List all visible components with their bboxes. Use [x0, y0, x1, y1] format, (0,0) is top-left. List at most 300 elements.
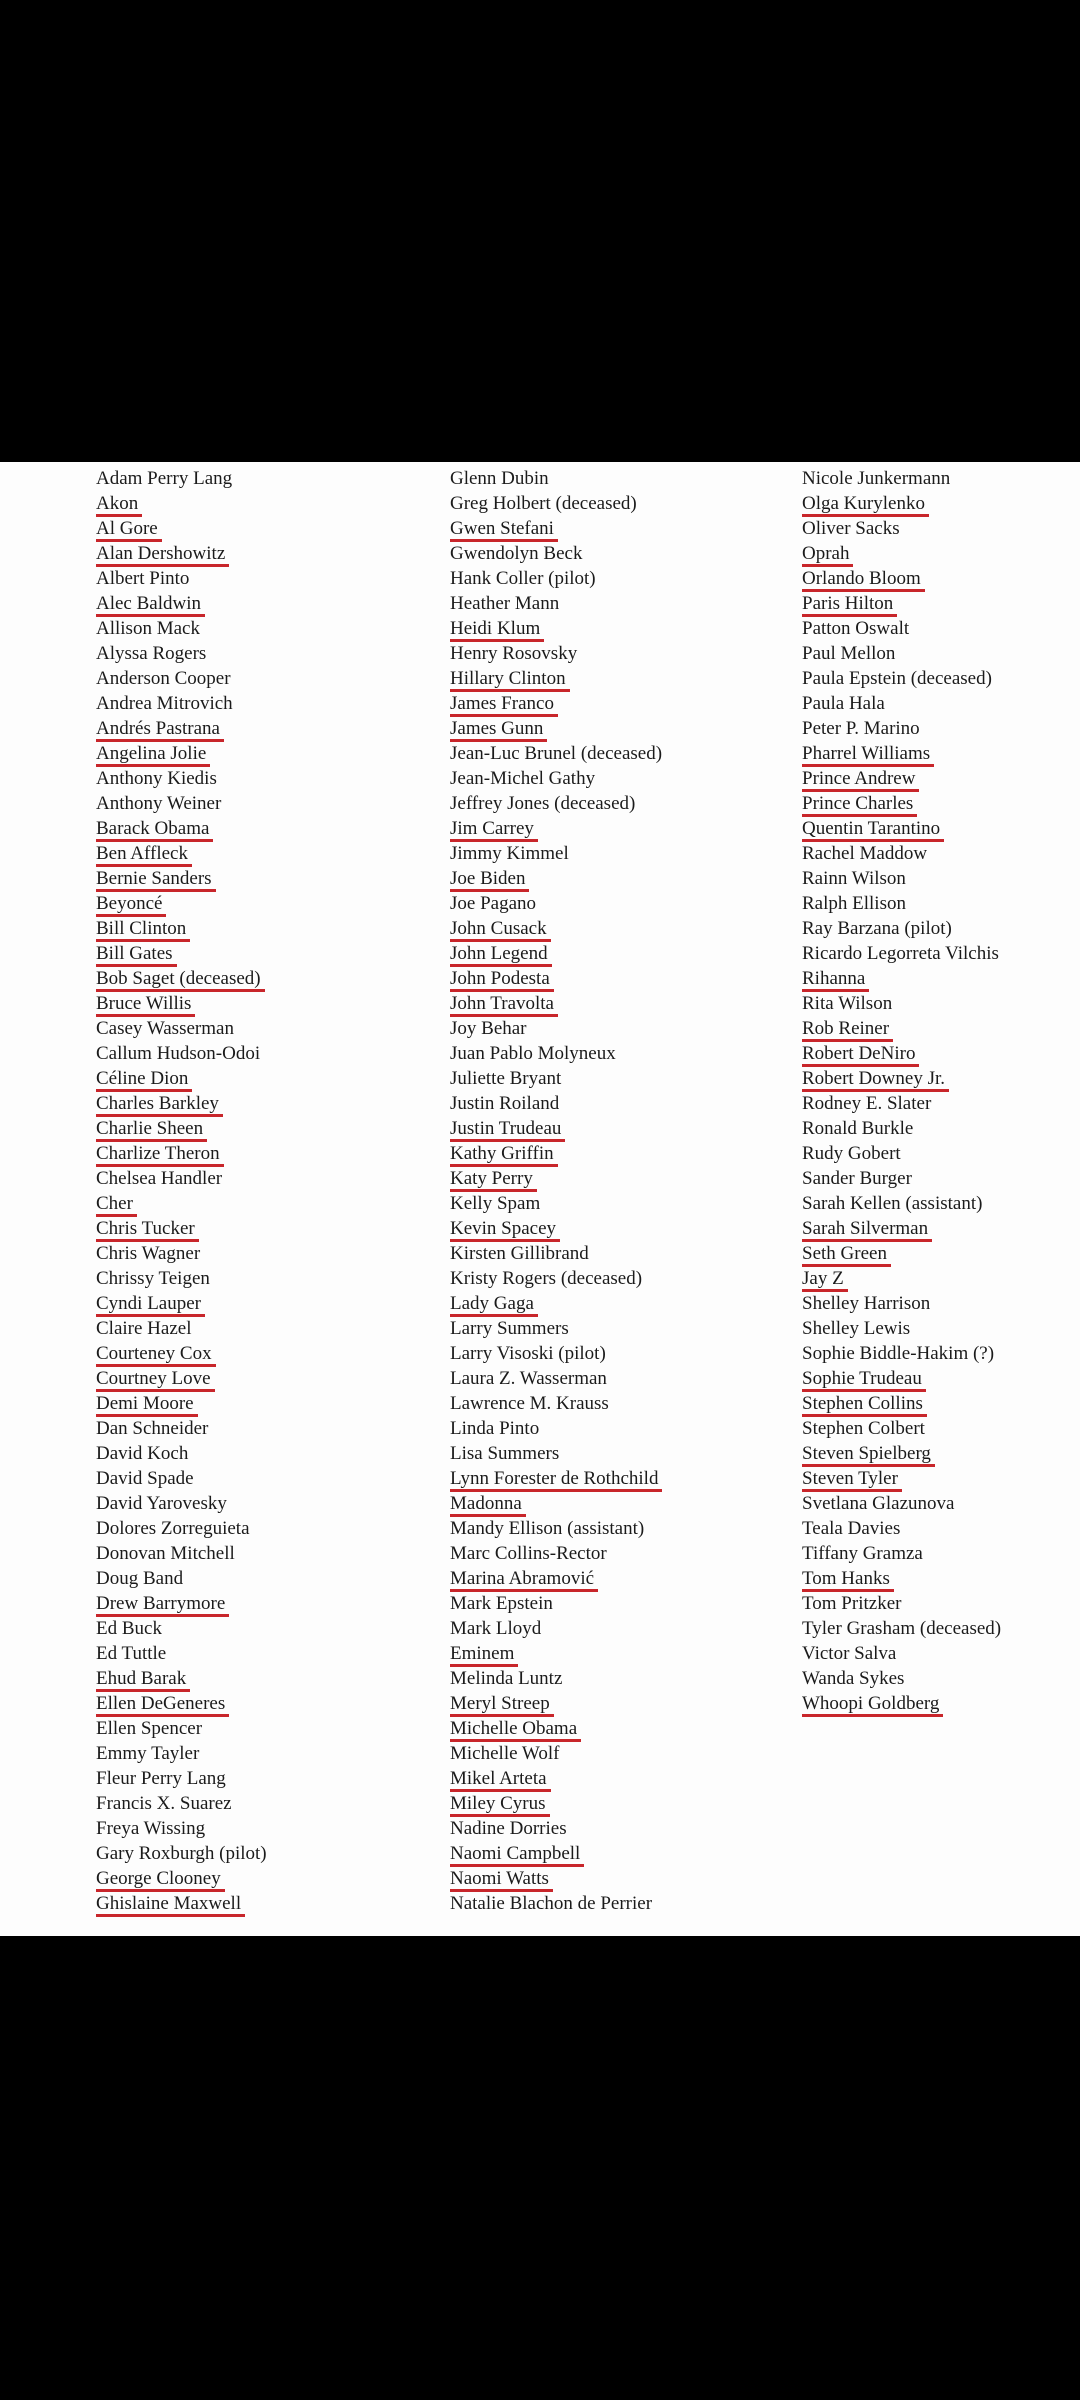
underlined-name: Meryl Streep	[450, 1695, 554, 1717]
name-text: Mark Lloyd	[450, 1618, 542, 1639]
name-entry	[96, 1141, 271, 1166]
name-entry	[96, 1191, 271, 1216]
name-entry	[96, 1716, 271, 1741]
name-text: Michelle Wolf	[450, 1743, 560, 1764]
underlined-name: Courteney Cox	[96, 1345, 216, 1367]
name-entry	[96, 1866, 271, 1891]
name-text: Doug Band	[96, 1568, 184, 1589]
underlined-name: Naomi Campbell	[450, 1845, 584, 1867]
underlined-name: Jim Carrey	[450, 820, 538, 842]
underlined-name: Alec Baldwin	[96, 595, 205, 617]
name-entry	[802, 1541, 1005, 1566]
name-entry	[96, 1316, 271, 1341]
underlined-name: Ehud Barak	[96, 1670, 190, 1692]
name-entry	[450, 866, 666, 891]
name-text: Albert Pinto	[96, 568, 190, 589]
name-entry	[96, 1241, 271, 1266]
underlined-name: Alan Dershowitz	[96, 545, 229, 567]
underlined-name: Kathy Griffin	[450, 1145, 558, 1167]
name-text: Rachel Maddow	[802, 843, 928, 864]
underlined-name: John Legend	[450, 945, 552, 967]
underlined-name: Demi Moore	[96, 1395, 198, 1417]
name-text: Jimmy Kimmel	[450, 843, 569, 864]
name-entry	[96, 1691, 271, 1716]
underlined-name: Prince Andrew	[802, 770, 919, 792]
underlined-name: Charles Barkley	[96, 1095, 223, 1117]
underlined-name: Bruce Willis	[96, 995, 195, 1017]
name-entry	[802, 1416, 1005, 1441]
name-entry	[96, 1841, 271, 1866]
name-entry	[450, 616, 666, 641]
name-entry	[450, 1466, 666, 1491]
underlined-name: Heidi Klum	[450, 620, 544, 642]
underlined-name: Bill Gates	[96, 945, 177, 967]
name-text: Laura Z. Wasserman	[450, 1368, 607, 1389]
name-entry	[802, 641, 1005, 666]
name-entry	[450, 1016, 666, 1041]
name-text: Shelley Harrison	[802, 1293, 931, 1314]
name-entry	[96, 1091, 271, 1116]
name-entry	[802, 616, 1005, 641]
name-text: Paula Hala	[802, 693, 885, 714]
name-entry	[450, 641, 666, 666]
name-entry	[450, 766, 666, 791]
underlined-name: Seth Green	[802, 1245, 891, 1267]
name-entry	[450, 816, 666, 841]
name-entry	[802, 1466, 1005, 1491]
name-text: Chelsea Handler	[96, 1168, 223, 1189]
name-entry	[96, 991, 271, 1016]
names-column-1	[96, 466, 271, 1916]
name-entry	[96, 1366, 271, 1391]
name-entry	[802, 966, 1005, 991]
name-entry	[450, 1666, 666, 1691]
name-entry	[96, 1291, 271, 1316]
name-entry	[96, 516, 271, 541]
name-entry	[450, 1116, 666, 1141]
underlined-name: George Clooney	[96, 1870, 225, 1892]
name-entry	[450, 841, 666, 866]
name-entry	[450, 1266, 666, 1291]
underlined-name: James Franco	[450, 695, 558, 717]
name-entry	[802, 1491, 1005, 1516]
underlined-name: Naomi Watts	[450, 1870, 553, 1892]
name-text: Anthony Weiner	[96, 793, 222, 814]
name-text: Tiffany Gramza	[802, 1543, 923, 1564]
name-entry	[802, 466, 1005, 491]
name-text: Ralph Ellison	[802, 893, 906, 914]
name-entry	[450, 516, 666, 541]
name-entry	[450, 591, 666, 616]
underlined-name: Whoopi Goldberg	[802, 1695, 943, 1717]
name-entry	[450, 1441, 666, 1466]
name-entry	[450, 666, 666, 691]
name-text: Wanda Sykes	[802, 1668, 905, 1689]
underlined-name: John Cusack	[450, 920, 551, 942]
name-text: Donovan Mitchell	[96, 1543, 235, 1564]
name-text: Callum Hudson-Odoi	[96, 1043, 261, 1064]
name-text: Melinda Luntz	[450, 1668, 563, 1689]
underlined-name: Charlie Sheen	[96, 1120, 207, 1142]
name-entry	[802, 916, 1005, 941]
underlined-name: Charlize Theron	[96, 1145, 224, 1167]
underlined-name: Cher	[96, 1195, 137, 1217]
name-entry	[450, 1741, 666, 1766]
name-entry	[450, 1141, 666, 1166]
name-entry	[96, 1566, 271, 1591]
name-entry	[96, 766, 271, 791]
name-entry	[96, 1816, 271, 1841]
name-text: Henry Rosovsky	[450, 643, 578, 664]
name-entry	[450, 566, 666, 591]
underlined-name: Stephen Collins	[802, 1395, 927, 1417]
underlined-name: Sophie Trudeau	[802, 1370, 926, 1392]
name-entry	[96, 1791, 271, 1816]
underlined-name: Prince Charles	[802, 795, 917, 817]
name-entry	[450, 1341, 666, 1366]
name-entry	[96, 1341, 271, 1366]
name-text: Justin Roiland	[450, 1093, 560, 1114]
name-entry	[96, 966, 271, 991]
underlined-name: Quentin Tarantino	[802, 820, 944, 842]
name-text: David Spade	[96, 1468, 194, 1489]
underlined-name: Pharrel Williams	[802, 745, 934, 767]
name-entry	[96, 1216, 271, 1241]
name-text: Teala Davies	[802, 1518, 901, 1539]
name-entry	[450, 1366, 666, 1391]
name-entry	[802, 766, 1005, 791]
name-text: Ellen Spencer	[96, 1718, 203, 1739]
name-text: Ray Barzana (pilot)	[802, 918, 952, 939]
name-text: Nadine Dorries	[450, 1818, 567, 1839]
name-text: Claire Hazel	[96, 1318, 192, 1339]
name-entry	[450, 1066, 666, 1091]
names-column-2	[450, 466, 666, 1916]
name-text: Mandy Ellison (assistant)	[450, 1518, 645, 1539]
name-entry	[802, 716, 1005, 741]
name-text: Linda Pinto	[450, 1418, 540, 1439]
name-entry	[96, 716, 271, 741]
document-page	[0, 462, 1080, 1936]
name-entry	[450, 791, 666, 816]
underlined-name: Andrés Pastrana	[96, 720, 224, 742]
name-entry	[450, 466, 666, 491]
name-text: Chrissy Teigen	[96, 1268, 210, 1289]
name-entry	[450, 1841, 666, 1866]
name-text: Lawrence M. Krauss	[450, 1393, 609, 1414]
name-text: David Koch	[96, 1443, 189, 1464]
underlined-name: Miley Cyrus	[450, 1795, 550, 1817]
name-text: Andrea Mitrovich	[96, 693, 233, 714]
name-entry	[96, 1066, 271, 1091]
name-entry	[802, 1241, 1005, 1266]
name-entry	[450, 991, 666, 1016]
name-entry	[96, 1441, 271, 1466]
name-entry	[802, 1441, 1005, 1466]
name-entry	[96, 816, 271, 841]
underlined-name: Bill Clinton	[96, 920, 190, 942]
name-entry	[96, 791, 271, 816]
names-column-3	[802, 466, 1005, 1716]
name-entry	[802, 1091, 1005, 1116]
name-entry	[450, 1391, 666, 1416]
name-text: Juan Pablo Molyneux	[450, 1043, 616, 1064]
underlined-name: Rob Reiner	[802, 1020, 893, 1042]
name-entry	[450, 966, 666, 991]
name-entry	[802, 866, 1005, 891]
name-entry	[802, 1516, 1005, 1541]
name-entry	[96, 541, 271, 566]
name-entry	[450, 491, 666, 516]
underlined-name: Olga Kurylenko	[802, 495, 929, 517]
name-text: Victor Salva	[802, 1643, 897, 1664]
name-text: Marc Collins-Rector	[450, 1543, 607, 1564]
name-entry	[96, 1416, 271, 1441]
underlined-name: Marina Abramović	[450, 1570, 598, 1592]
name-text: Anderson Cooper	[96, 668, 231, 689]
underlined-name: Eminem	[450, 1645, 518, 1667]
name-text: Oliver Sacks	[802, 518, 900, 539]
name-entry	[450, 1241, 666, 1266]
name-text: Kristy Rogers (deceased)	[450, 1268, 643, 1289]
underlined-name: Gwen Stefani	[450, 520, 558, 542]
name-entry	[450, 1291, 666, 1316]
name-entry	[802, 1566, 1005, 1591]
name-entry	[802, 1066, 1005, 1091]
name-text: Jean-Luc Brunel (deceased)	[450, 743, 663, 764]
name-entry	[450, 1541, 666, 1566]
name-entry	[450, 741, 666, 766]
name-entry	[802, 1266, 1005, 1291]
name-text: Greg Holbert (deceased)	[450, 493, 637, 514]
name-entry	[96, 1641, 271, 1666]
name-text: Fleur Perry Lang	[96, 1768, 226, 1789]
name-entry	[96, 1041, 271, 1066]
name-entry	[96, 466, 271, 491]
underlined-name: Ellen DeGeneres	[96, 1695, 229, 1717]
name-entry	[96, 1666, 271, 1691]
name-text: Lisa Summers	[450, 1443, 560, 1464]
underlined-name: Beyoncé	[96, 895, 166, 917]
name-entry	[450, 1491, 666, 1516]
name-text: Emmy Tayler	[96, 1743, 200, 1764]
underlined-name: Oprah	[802, 545, 853, 567]
name-entry	[96, 1116, 271, 1141]
underlined-name: Steven Spielberg	[802, 1445, 935, 1467]
name-entry	[802, 1691, 1005, 1716]
name-entry	[802, 741, 1005, 766]
name-entry	[450, 1416, 666, 1441]
name-text: Casey Wasserman	[96, 1018, 234, 1039]
name-text: Dan Schneider	[96, 1418, 209, 1439]
name-entry	[802, 1591, 1005, 1616]
name-entry	[802, 791, 1005, 816]
underlined-name: Lynn Forester de Rothchild	[450, 1470, 662, 1492]
underlined-name: Katy Perry	[450, 1170, 537, 1192]
underlined-name: Chris Tucker	[96, 1220, 199, 1242]
name-entry	[96, 566, 271, 591]
name-entry	[802, 1616, 1005, 1641]
name-text: Tom Pritzker	[802, 1593, 902, 1614]
name-text: Dolores Zorreguieta	[96, 1518, 250, 1539]
underlined-name: Michelle Obama	[450, 1720, 581, 1742]
name-entry	[96, 691, 271, 716]
underlined-name: Rihanna	[802, 970, 869, 992]
underlined-name: Barack Obama	[96, 820, 213, 842]
name-entry	[450, 1716, 666, 1741]
underlined-name: Bernie Sanders	[96, 870, 216, 892]
name-entry	[450, 691, 666, 716]
name-text: Shelley Lewis	[802, 1318, 911, 1339]
name-entry	[802, 1341, 1005, 1366]
name-entry	[96, 1741, 271, 1766]
underlined-name: Kevin Spacey	[450, 1220, 560, 1242]
name-entry	[802, 1216, 1005, 1241]
name-entry	[450, 716, 666, 741]
name-entry	[450, 1891, 666, 1916]
name-text: Nicole Junkermann	[802, 468, 951, 489]
underlined-name: Bob Saget (deceased)	[96, 970, 265, 992]
name-text: Svetlana Glazunova	[802, 1493, 955, 1514]
name-entry	[96, 1766, 271, 1791]
name-text: Sander Burger	[802, 1168, 912, 1189]
name-text: Paula Epstein (deceased)	[802, 668, 992, 689]
name-entry	[96, 616, 271, 641]
name-text: Peter P. Marino	[802, 718, 920, 739]
name-text: Tyler Grasham (deceased)	[802, 1618, 1002, 1639]
name-entry	[450, 1691, 666, 1716]
name-text: Sarah Kellen (assistant)	[802, 1193, 983, 1214]
name-text: David Yarovesky	[96, 1493, 227, 1514]
name-entry	[450, 1566, 666, 1591]
name-entry	[802, 941, 1005, 966]
name-entry	[450, 916, 666, 941]
name-entry	[802, 666, 1005, 691]
name-text: Natalie Blachon de Perrier	[450, 1893, 653, 1914]
name-text: Rainn Wilson	[802, 868, 906, 889]
underlined-name: Madonna	[450, 1495, 526, 1517]
name-text: Adam Perry Lang	[96, 468, 233, 489]
name-entry	[96, 1166, 271, 1191]
name-text: Juliette Bryant	[450, 1068, 562, 1089]
name-entry	[96, 916, 271, 941]
underlined-name: Drew Barrymore	[96, 1595, 229, 1617]
name-text: Ronald Burkle	[802, 1118, 914, 1139]
name-entry	[450, 541, 666, 566]
underlined-name: Tom Hanks	[802, 1570, 894, 1592]
underlined-name: Justin Trudeau	[450, 1120, 565, 1142]
name-entry	[96, 1466, 271, 1491]
name-entry	[450, 941, 666, 966]
name-text: Stephen Colbert	[802, 1418, 925, 1439]
name-entry	[450, 1616, 666, 1641]
name-text: Kelly Spam	[450, 1193, 541, 1214]
underlined-name: Robert Downey Jr.	[802, 1070, 949, 1092]
name-entry	[802, 1191, 1005, 1216]
name-text: Rita Wilson	[802, 993, 893, 1014]
name-entry	[802, 516, 1005, 541]
underlined-name: Ghislaine Maxwell	[96, 1895, 245, 1917]
name-entry	[450, 1041, 666, 1066]
name-entry	[450, 1166, 666, 1191]
name-entry	[450, 1816, 666, 1841]
underlined-name: Robert DeNiro	[802, 1045, 919, 1067]
name-entry	[450, 1191, 666, 1216]
name-entry	[450, 1216, 666, 1241]
underlined-name: Jay Z	[802, 1270, 848, 1292]
name-entry	[802, 1141, 1005, 1166]
name-entry	[450, 1766, 666, 1791]
name-entry	[802, 541, 1005, 566]
underlined-name: Ben Affleck	[96, 845, 192, 867]
name-entry	[802, 1366, 1005, 1391]
name-entry	[450, 1591, 666, 1616]
underlined-name: James Gunn	[450, 720, 547, 742]
underlined-name: Steven Tyler	[802, 1470, 902, 1492]
underlined-name: Mikel Arteta	[450, 1770, 551, 1792]
name-text: Hank Coller (pilot)	[450, 568, 596, 589]
underlined-name: John Travolta	[450, 995, 558, 1017]
name-text: Anthony Kiedis	[96, 768, 217, 789]
name-entry	[96, 1266, 271, 1291]
name-entry	[802, 1166, 1005, 1191]
underlined-name: John Podesta	[450, 970, 554, 992]
name-entry	[96, 641, 271, 666]
name-entry	[802, 991, 1005, 1016]
name-text: Patton Oswalt	[802, 618, 910, 639]
name-text: Rodney E. Slater	[802, 1093, 932, 1114]
name-entry	[802, 1316, 1005, 1341]
name-entry	[802, 491, 1005, 516]
name-text: Heather Mann	[450, 593, 560, 614]
name-text: Gwendolyn Beck	[450, 543, 583, 564]
name-entry	[802, 691, 1005, 716]
name-entry	[96, 666, 271, 691]
name-text: Ricardo Legorreta Vilchis	[802, 943, 999, 964]
underlined-name: Céline Dion	[96, 1070, 192, 1092]
name-text: Paul Mellon	[802, 643, 896, 664]
name-text: Sophie Biddle-Hakim (?)	[802, 1343, 995, 1364]
underlined-name: Sarah Silverman	[802, 1220, 932, 1242]
underlined-name: Angelina Jolie	[96, 745, 210, 767]
name-entry	[96, 1516, 271, 1541]
name-text: Freya Wissing	[96, 1818, 206, 1839]
name-entry	[96, 1891, 271, 1916]
name-text: Gary Roxburgh (pilot)	[96, 1843, 267, 1864]
name-entry	[450, 1641, 666, 1666]
name-entry	[96, 1541, 271, 1566]
name-entry	[802, 1666, 1005, 1691]
name-text: Kirsten Gillibrand	[450, 1243, 589, 1264]
name-text: Larry Visoski (pilot)	[450, 1343, 606, 1364]
name-text: Ed Tuttle	[96, 1643, 167, 1664]
name-text: Jeffrey Jones (deceased)	[450, 793, 636, 814]
underlined-name: Paris Hilton	[802, 595, 897, 617]
name-entry	[802, 1391, 1005, 1416]
name-text: Mark Epstein	[450, 1593, 553, 1614]
name-entry	[802, 891, 1005, 916]
name-text: Joe Pagano	[450, 893, 537, 914]
name-text: Larry Summers	[450, 1318, 569, 1339]
name-entry	[96, 866, 271, 891]
name-entry	[802, 1291, 1005, 1316]
name-entry	[450, 1516, 666, 1541]
name-entry	[802, 816, 1005, 841]
name-entry	[96, 841, 271, 866]
name-entry	[450, 1791, 666, 1816]
name-entry	[802, 1016, 1005, 1041]
name-entry	[96, 1391, 271, 1416]
